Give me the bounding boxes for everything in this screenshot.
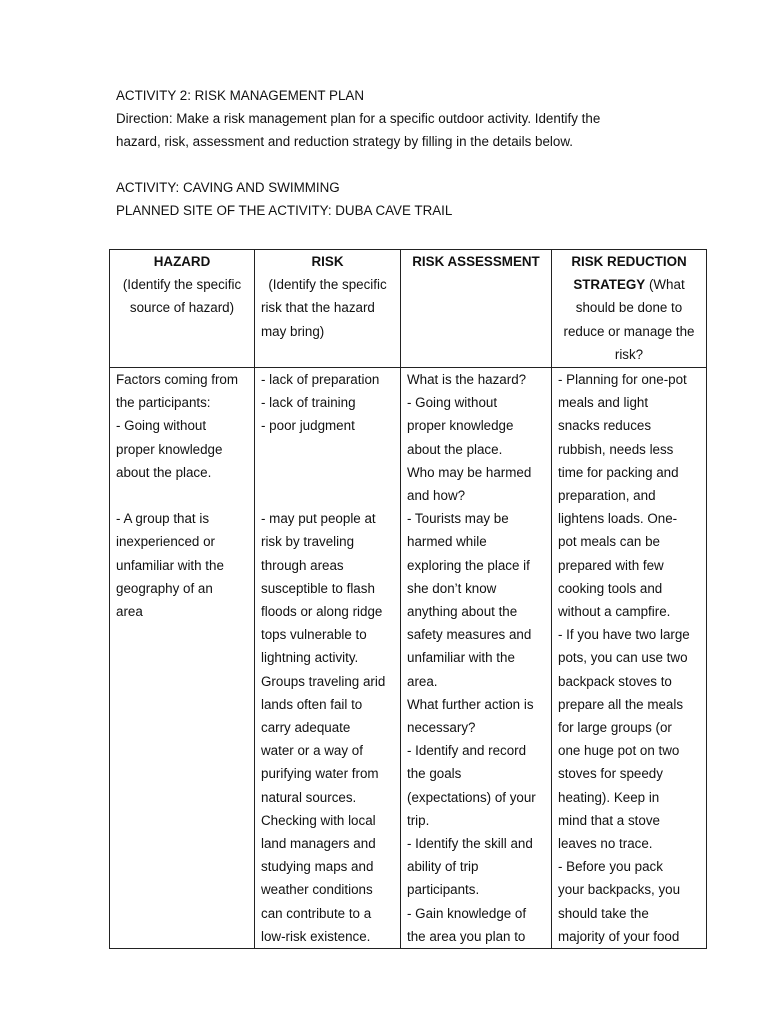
assessment-line: harmed while: [407, 534, 487, 550]
assessment-line: proper knowledge: [407, 418, 514, 434]
assessment-line: and how?: [407, 488, 466, 504]
risk-line: purifying water from: [261, 766, 379, 782]
assessment-line: ability of trip: [407, 859, 479, 875]
reduction-line: without a campfire.: [558, 604, 671, 620]
hazard-line: inexperienced or: [116, 534, 216, 550]
risk-line: Groups traveling arid: [261, 673, 386, 689]
reduction-line: - Planning for one-pot: [558, 372, 687, 388]
risk-line: carry adequate: [261, 720, 351, 736]
reduction-line: one huge pot on two: [558, 743, 680, 759]
risk-line: - lack of training: [261, 395, 356, 411]
header-reduction: [552, 250, 707, 368]
assessment-line: she don’t know: [407, 580, 497, 596]
header-reduction-sub-1: should be done to: [575, 300, 683, 316]
risk-management-table: [109, 249, 707, 949]
table-row: [110, 368, 707, 949]
assessment-line: the area you plan to: [407, 928, 526, 944]
header-reduction-sub-2: reduce or manage the: [563, 323, 695, 339]
site-line: PLANNED SITE OF THE ACTIVITY: DUBA CAVE TRAIL: [116, 203, 453, 218]
reduction-line: cooking tools and: [558, 580, 663, 596]
direction-line-2: hazard, risk, assessment and reduction strategy by filling in the details below.: [116, 134, 574, 149]
assessment-line: unfamiliar with the: [407, 650, 515, 666]
assessment-line: necessary?: [407, 720, 476, 736]
risk-line: floods or along ridge: [261, 604, 383, 619]
reduction-line: your backpacks, you: [558, 882, 681, 898]
reduction-line: for large groups (or: [558, 720, 672, 736]
header-assessment: [401, 250, 552, 368]
assessment-line: - Identify the skill and: [407, 836, 533, 852]
activity-title: ACTIVITY 2: RISK MANAGEMENT PLAN: [116, 88, 365, 103]
assessment-line: - Identify and record: [407, 743, 527, 759]
risk-line: water or a way of: [261, 743, 363, 759]
risk-line: weather conditions: [261, 882, 373, 898]
reduction-line: leaves no trace.: [558, 836, 653, 852]
assessment-line: What further action is: [407, 696, 534, 712]
reduction-line: heating). Keep in: [558, 789, 660, 805]
reduction-line: pot meals can be: [558, 534, 660, 550]
risk-line: through areas: [261, 557, 344, 573]
assessment-line: trip.: [407, 812, 430, 828]
risk-line: lightning activity.: [261, 650, 359, 666]
risk-line: susceptible to flash: [261, 580, 375, 596]
assessment-line: area.: [407, 673, 438, 689]
reduction-line: backpack stoves to: [558, 673, 672, 689]
hazard-line: unfamiliar with the: [116, 557, 224, 573]
reduction-line: - If you have two large: [558, 627, 690, 643]
hazard-line: Factors coming from: [116, 372, 239, 388]
header-reduction-title-1: RISK REDUCTION: [571, 254, 687, 269]
header-risk-title: RISK: [311, 254, 344, 269]
risk-line: Checking with local: [261, 812, 376, 828]
header-hazard: [110, 250, 255, 368]
header-hazard-sub-2: source of hazard): [129, 300, 235, 316]
header-hazard-title: HAZARD: [153, 254, 211, 269]
assessment-line: the goals: [407, 766, 462, 782]
cell-reduction: [552, 368, 707, 949]
hazard-line: about the place.: [116, 464, 212, 480]
header-assessment-title: RISK ASSESSMENT: [412, 254, 540, 269]
reduction-line: stoves for speedy: [558, 766, 663, 782]
risk-line: land managers and: [261, 836, 376, 852]
header-risk: [255, 250, 401, 368]
risk-line: - lack of preparation: [261, 372, 380, 388]
hazard-line: proper knowledge: [116, 441, 223, 457]
assessment-line: anything about the: [407, 604, 518, 620]
assessment-line: Who may be harmed: [407, 464, 532, 480]
reduction-line: - Before you pack: [558, 859, 663, 875]
risk-line: low-risk existence.: [261, 928, 371, 944]
risk-line: can contribute to a: [261, 905, 372, 921]
risk-line: lands often fail to: [261, 696, 363, 712]
header-reduction-title-2-rest: (What: [645, 277, 685, 293]
hazard-line: the participants:: [116, 395, 211, 411]
assessment-line: What is the hazard?: [407, 372, 527, 388]
assessment-line: - Gain knowledge of: [407, 905, 527, 921]
reduction-line: snacks reduces: [558, 418, 652, 434]
reduction-line: pots, you can use two: [558, 650, 688, 666]
reduction-line: time for packing and: [558, 464, 679, 480]
header-reduction-sub-3: risk?: [614, 346, 644, 362]
assessment-line: - Tourists may be: [407, 511, 509, 527]
reduction-line: meals and light: [558, 395, 649, 411]
reduction-line: should take the: [558, 905, 649, 921]
risk-line: risk by traveling: [261, 534, 355, 550]
header-reduction-title-2: STRATEGY: [573, 277, 646, 293]
risk-line: tops vulnerable to: [261, 627, 367, 643]
assessment-line: exploring the place if: [407, 557, 530, 573]
hazard-line: area: [116, 604, 143, 620]
hazard-line: - Going without: [116, 418, 207, 434]
assessment-line: participants.: [407, 882, 480, 898]
reduction-line: mind that a stove: [558, 812, 660, 828]
table-header-row: [110, 250, 707, 368]
reduction-line: rubbish, needs less: [558, 441, 674, 457]
risk-line: natural sources.: [261, 789, 357, 805]
risk-line: studying maps and: [261, 859, 374, 875]
cell-hazard: [110, 368, 255, 949]
reduction-line: preparation, and: [558, 488, 656, 504]
assessment-line: safety measures and: [407, 627, 532, 643]
header-risk-sub-1: (Identify the specific: [268, 277, 387, 293]
reduction-line: prepared with few: [558, 557, 664, 573]
cell-assessment: [401, 368, 552, 949]
hazard-line: geography of an: [116, 580, 213, 596]
risk-line: - may put people at: [261, 511, 376, 527]
direction-line-1: Direction: Make a risk management plan for a specific outdoor activity. Identify the: [116, 111, 601, 126]
assessment-line: (expectations) of your: [407, 789, 536, 805]
reduction-line: prepare all the meals: [558, 696, 684, 712]
header-hazard-sub-1: (Identify the specific: [122, 277, 242, 293]
cell-risk: [255, 368, 401, 949]
assessment-line: - Going without: [407, 395, 498, 411]
header-risk-sub-3: may bring): [261, 323, 325, 339]
hazard-line: - A group that is: [116, 511, 210, 527]
header-risk-sub-2: risk that the hazard: [261, 300, 375, 316]
reduction-line: majority of your food: [558, 928, 680, 944]
activity-line: ACTIVITY: CAVING AND SWIMMING: [116, 180, 340, 195]
assessment-line: about the place.: [407, 441, 503, 457]
risk-line: - poor judgment: [261, 418, 355, 434]
reduction-line: lightens loads. One-: [558, 511, 678, 527]
